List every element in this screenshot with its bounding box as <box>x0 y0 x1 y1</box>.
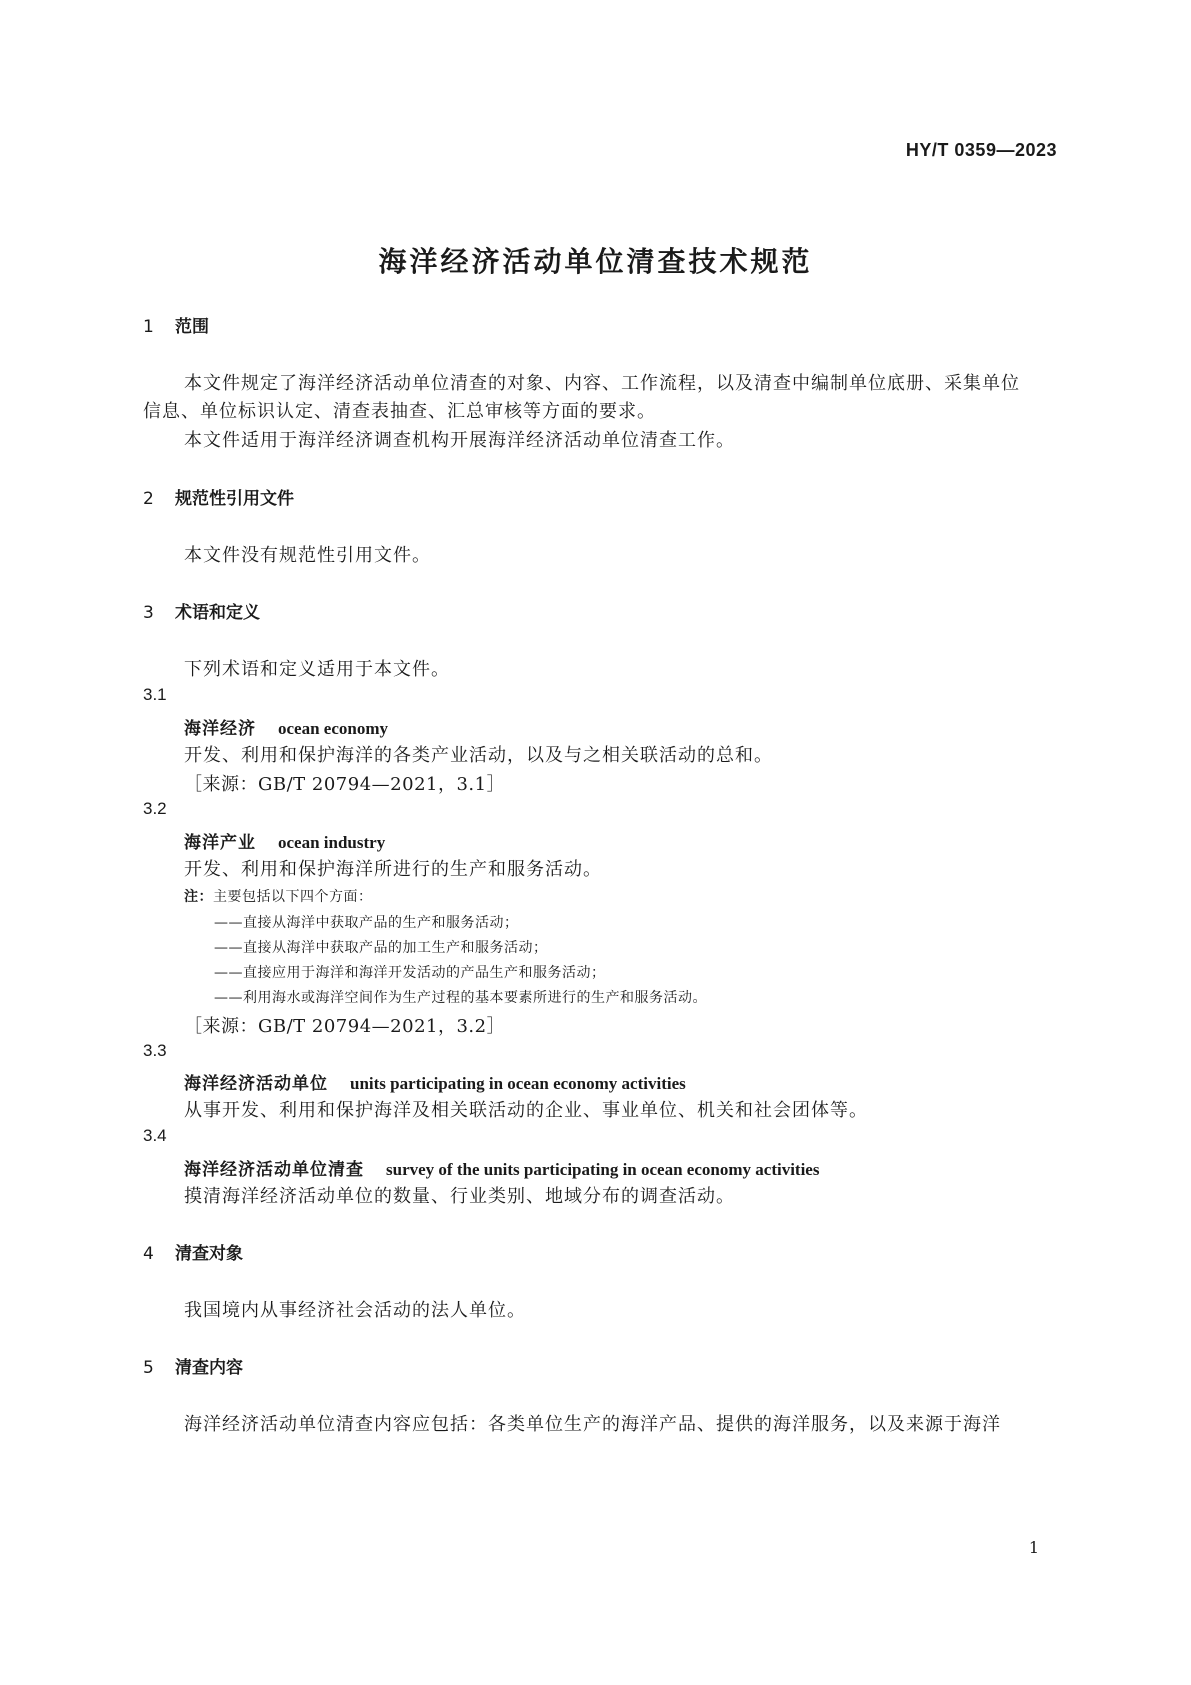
section-title: 清查对象 <box>175 1244 243 1264</box>
term-entry <box>184 828 385 853</box>
section-4-heading <box>143 1239 243 1264</box>
note-item: ——直接从海洋中获取产品的生产和服务活动； <box>214 915 519 931</box>
note-item: ——直接从海洋中获取产品的加工生产和服务活动； <box>214 940 548 956</box>
term-number: 3.2 <box>143 799 167 818</box>
section-title: 术语和定义 <box>175 603 260 623</box>
paragraph-line: 本文件规定了海洋经济活动单位清查的对象、内容、工作流程，以及清查中编制单位底册、采集单位 <box>184 373 1020 394</box>
section-number: 3 <box>143 603 154 623</box>
section-title: 规范性引用文件 <box>175 489 294 509</box>
term-entry <box>184 714 388 739</box>
term-english: survey of the units participating in ocean economy activities <box>386 1160 820 1179</box>
term-english: ocean economy <box>278 719 389 738</box>
term-entry <box>184 1069 686 1094</box>
term-definition: 开发、利用和保护海洋所进行的生产和服务活动。 <box>184 859 602 880</box>
paragraph-line: 我国境内从事经济社会活动的法人单位。 <box>184 1300 526 1321</box>
section-number: 1 <box>143 317 154 337</box>
section-2-heading <box>143 484 294 509</box>
note-item: ——直接应用于海洋和海洋开发活动的产品生产和服务活动； <box>214 965 606 981</box>
term-source: ［来源：GB/T 20794—2021，3.1］ <box>184 774 506 795</box>
term-source: ［来源：GB/T 20794—2021，3.2］ <box>184 1016 506 1037</box>
paragraph-line: 本文件没有规范性引用文件。 <box>184 545 431 566</box>
paragraph-line: 信息、单位标识认定、清查表抽查、汇总审核等方面的要求。 <box>143 401 656 422</box>
paragraph-line: 本文件适用于海洋经济调查机构开展海洋经济活动单位清查工作。 <box>184 430 735 451</box>
page-number: 1 <box>1028 1538 1039 1557</box>
section-number: 5 <box>143 1358 154 1378</box>
term-note <box>184 886 373 906</box>
term-definition: 开发、利用和保护海洋的各类产业活动，以及与之相关联活动的总和。 <box>184 745 773 766</box>
paragraph-line: 海洋经济活动单位清查内容应包括：各类单位生产的海洋产品、提供的海洋服务，以及来源于海洋 <box>184 1414 1001 1435</box>
term-number: 3.3 <box>143 1041 167 1060</box>
term-definition: 从事开发、利用和保护海洋及相关联活动的企业、事业单位、机关和社会团体等。 <box>184 1100 868 1121</box>
term-chinese: 海洋经济活动单位 <box>184 1074 328 1094</box>
term-english: ocean industry <box>278 833 386 852</box>
section-number: 2 <box>143 489 154 509</box>
section-title: 清查内容 <box>175 1358 243 1378</box>
document-title: 海洋经济活动单位清查技术规范 <box>378 245 813 278</box>
term-entry <box>184 1155 819 1180</box>
note-item: ——利用海水或海洋空间作为生产过程的基本要素所进行的生产和服务活动。 <box>214 990 707 1006</box>
term-chinese: 海洋经济活动单位清查 <box>184 1160 364 1180</box>
section-title: 范围 <box>175 317 209 337</box>
term-english: units participating in ocean economy activities <box>350 1074 686 1093</box>
term-number: 3.4 <box>143 1126 167 1145</box>
section-1-heading <box>143 312 209 337</box>
section-5-heading <box>143 1353 243 1378</box>
term-chinese: 海洋经济 <box>184 719 256 739</box>
term-definition: 摸清海洋经济活动单位的数量、行业类别、地域分布的调查活动。 <box>184 1186 735 1207</box>
standard-code: HY/T 0359—2023 <box>905 140 1057 160</box>
section-intro: 下列术语和定义适用于本文件。 <box>184 659 450 680</box>
note-intro: 主要包括以下四个方面： <box>213 889 373 905</box>
term-number: 3.1 <box>143 685 167 704</box>
section-3-heading <box>143 598 260 623</box>
term-chinese: 海洋产业 <box>184 833 256 853</box>
note-label: 注： <box>184 889 213 905</box>
section-number: 4 <box>143 1244 154 1264</box>
